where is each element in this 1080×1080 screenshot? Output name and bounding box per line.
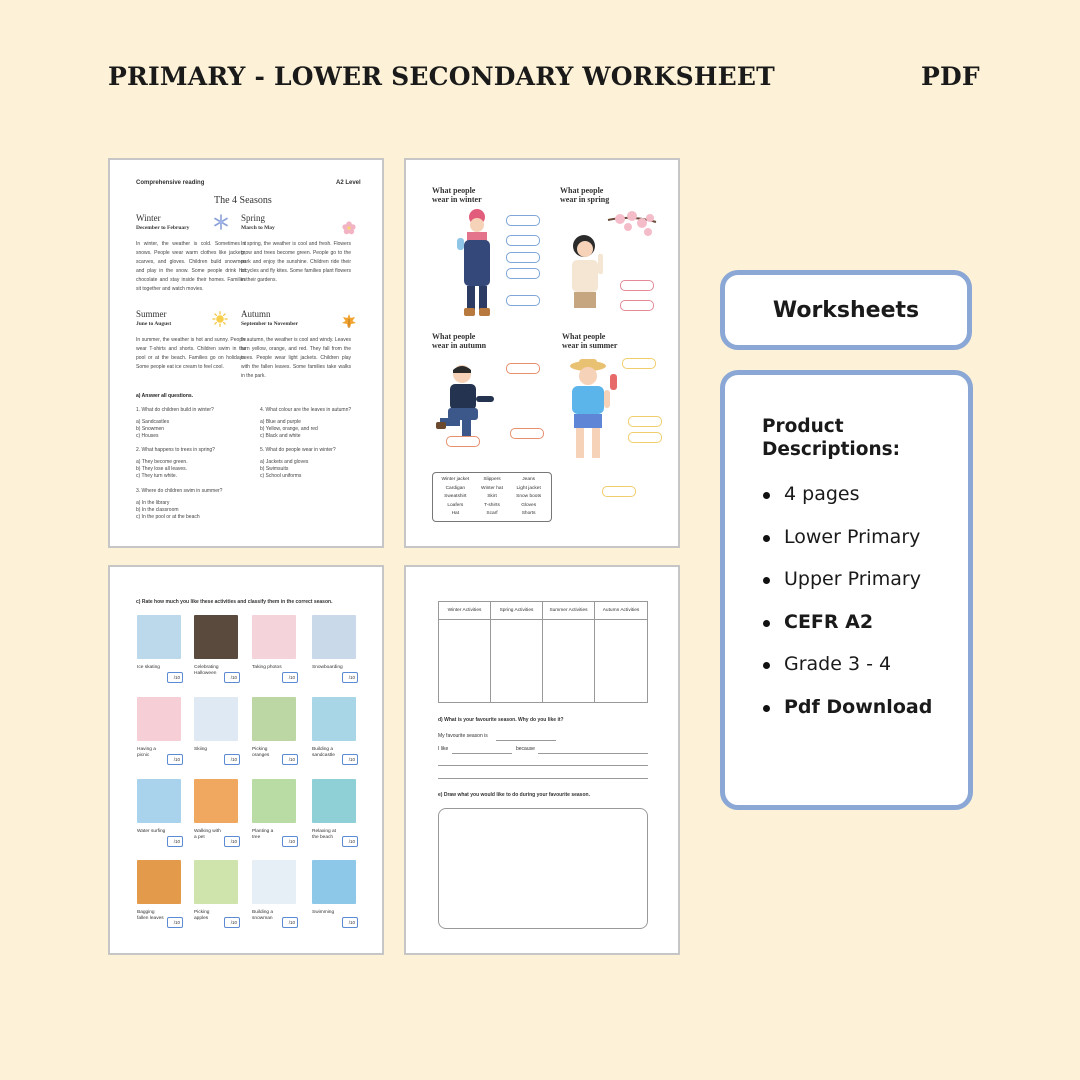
product-descriptions-card	[720, 370, 973, 810]
level-label: A2 Level	[336, 180, 361, 186]
activity-tile	[137, 697, 183, 767]
activity-label: Skiing	[194, 747, 208, 752]
answer-box[interactable]	[506, 252, 540, 263]
answer-box[interactable]	[510, 428, 544, 439]
rating-box[interactable]: /10	[282, 917, 298, 928]
season-months: March to May	[241, 225, 275, 231]
activity-illustration	[312, 779, 356, 823]
description-text: Grade 3 - 4	[784, 653, 892, 675]
answer-option: a) Jackets and gloves	[260, 459, 309, 465]
word-bank-item: Slippers	[483, 477, 501, 482]
season-text: In autumn, the weather is cool and windy. Leaves turn yellow, orange, and red. They fall from the trees. People wear light jackets. Children play with the fallen leaves. Some families take walks in the park.	[241, 337, 351, 379]
wear-title-spring: What people wear in spring	[560, 186, 610, 204]
table-header: Autumn Activities	[595, 602, 647, 620]
season-text: In winter, the weather is cold. Sometimes it snows. People wear warm clothes like jackets, scarves, and gloves. Children build snowmen and play in the snow. Some people drink hot chocolate and stay inside their homes. Families sit together and watch movies.	[136, 241, 246, 292]
answer-box[interactable]	[628, 416, 662, 427]
flower-icon	[342, 221, 356, 235]
rating-box[interactable]: /10	[167, 754, 183, 765]
rating-box[interactable]: /10	[167, 836, 183, 847]
answer-option: c) In the pool or at the beach	[136, 514, 200, 520]
description-text: CEFR A2	[784, 610, 874, 633]
activity-illustration	[252, 615, 296, 659]
season-months: September to November	[241, 321, 299, 327]
section-a-heading: a) Answer all questions.	[136, 393, 194, 399]
activities-instruction: c) Rate how much you like these activities and classify them in the correct season.	[136, 599, 333, 605]
description-item	[763, 611, 932, 654]
season-text: In spring, the weather is cool and fresh. Flowers grow and trees become green. People go to the park and enjoy the sunshine. Children ride their bicycles and fly kites. Some families plant flowers in their gardens.	[241, 241, 351, 283]
description-item	[763, 653, 932, 696]
bullet-icon	[763, 620, 770, 627]
activity-label: Water surfing	[137, 829, 166, 834]
description-item	[763, 483, 932, 526]
question-text: 4. What colour are the leaves in autumn?	[260, 407, 352, 413]
activity-tile	[137, 779, 183, 849]
activity-label: Building a snowman	[252, 910, 274, 921]
table-header: Winter Activities	[439, 602, 491, 620]
word-bank-item: Sweatshirt	[444, 494, 467, 499]
activity-tile	[252, 697, 298, 767]
rating-box[interactable]: /10	[342, 917, 358, 928]
write-line[interactable]	[438, 778, 648, 779]
activity-tile	[194, 615, 240, 685]
activity-illustration	[312, 697, 356, 741]
word-bank-item: Winter jacket	[441, 477, 470, 482]
description-item	[763, 696, 932, 739]
winter-person-illustration	[452, 208, 502, 320]
favourite-season-prompt: My favourite season is	[438, 733, 488, 739]
activity-label: Having a picnic	[137, 747, 156, 758]
wear-title-summer: What people wear in summer	[562, 332, 618, 350]
answer-option: b) Yellow, orange, and red	[260, 426, 318, 432]
rating-box[interactable]: /10	[342, 754, 358, 765]
activity-tile	[137, 615, 183, 685]
season-name: Summer	[136, 309, 167, 319]
question-2	[136, 447, 256, 480]
answer-option: a) In the library	[136, 500, 170, 506]
activity-label: Celebrating Halloween	[194, 665, 219, 676]
table-header: Spring Activities	[491, 602, 543, 620]
bullet-icon	[763, 662, 770, 669]
answer-box[interactable]	[622, 358, 656, 369]
bullet-icon	[763, 577, 770, 584]
answer-option: c) School uniforms	[260, 473, 302, 479]
question-3	[136, 488, 256, 521]
table-cell[interactable]	[491, 620, 543, 702]
activity-label: Bagging fallen leaves	[137, 910, 164, 921]
answer-box[interactable]	[620, 280, 654, 291]
season-activities-table	[438, 601, 648, 703]
descriptions-title: Product Descriptions:	[762, 416, 901, 460]
word-bank-item: Hat	[451, 511, 460, 516]
activity-tile	[194, 779, 240, 849]
answer-option: a) They become green.	[136, 459, 188, 465]
season-months: December to February	[136, 225, 190, 231]
drawing-box[interactable]	[438, 808, 648, 929]
rating-box[interactable]: /10	[224, 836, 240, 847]
question-text: 3. Where do children swim in summer?	[136, 488, 223, 494]
activity-tile	[312, 860, 358, 930]
section-d-heading: d) What is your favourite season. Why do you like it?	[438, 717, 564, 723]
because-prompt: because	[516, 746, 535, 752]
answer-box[interactable]	[506, 215, 540, 226]
answer-option: a) Sandcastles	[136, 419, 170, 425]
description-text: 4 pages	[784, 483, 860, 505]
answer-option: b) They lose all leaves.	[136, 466, 188, 472]
word-bank-item: Gloves	[521, 502, 537, 508]
descriptions-list	[763, 483, 932, 738]
answer-option: c) They turn white.	[136, 473, 178, 479]
word-bank-item: Scarf	[486, 511, 498, 516]
activity-tile	[194, 860, 240, 930]
table-cell[interactable]	[595, 620, 647, 702]
word-bank-item: Skirt	[487, 494, 497, 499]
word-bank-item: Winter hat	[481, 485, 503, 491]
season-name: Autumn	[241, 309, 271, 319]
activity-tile	[252, 779, 298, 849]
description-text: Pdf Download	[784, 695, 933, 718]
worksheet-preview-reading	[108, 158, 384, 548]
table-cell[interactable]	[439, 620, 491, 702]
season-name: Winter	[136, 213, 161, 223]
wear-title-winter: What people wear in winter	[432, 186, 482, 204]
write-line[interactable]	[438, 765, 648, 766]
activity-label: Swimming	[312, 910, 335, 915]
activity-tile	[312, 615, 358, 685]
answer-box[interactable]	[628, 432, 662, 443]
word-bank	[432, 472, 552, 522]
worksheet-preview-clothes	[404, 158, 680, 548]
word-bank-item: Cardigan	[445, 485, 466, 491]
activity-illustration	[194, 860, 238, 904]
rating-box[interactable]: /10	[224, 917, 240, 928]
rating-box[interactable]: /10	[224, 754, 240, 765]
leaf-icon	[341, 313, 357, 329]
description-text: Lower Primary	[784, 525, 921, 548]
rating-box[interactable]: /10	[282, 672, 298, 683]
activity-label: Relaxing at the beach	[312, 829, 336, 840]
activity-label: Planting a tree	[252, 829, 274, 840]
rating-box[interactable]: /10	[167, 672, 183, 683]
page-title: PRIMARY - LOWER SECONDARY WORKSHEET	[108, 62, 775, 91]
bullet-icon	[763, 705, 770, 712]
answer-box[interactable]	[506, 235, 540, 246]
answer-option: c) Black and white	[260, 433, 301, 439]
format-label: PDF	[921, 62, 980, 91]
word-bank-item: Loafers	[447, 502, 464, 508]
question-4	[260, 407, 380, 440]
write-line[interactable]	[538, 753, 648, 754]
season-text: In summer, the weather is hot and sunny. People wear T-shirts and shorts. Children swim in the pool or at the beach. Families go on holidays. Some people eat ice cream to feel cool.	[136, 337, 246, 370]
rating-box[interactable]: /10	[342, 672, 358, 683]
activity-label: Picking oranges	[252, 747, 270, 758]
answer-box[interactable]	[506, 268, 540, 279]
write-line[interactable]	[496, 740, 556, 741]
reading-label: Comprehensive reading	[136, 180, 205, 186]
table-cell[interactable]	[543, 620, 595, 702]
word-bank-item: Snow boots	[516, 494, 542, 499]
activity-illustration	[312, 860, 356, 904]
description-item	[763, 568, 932, 611]
reading-title: The 4 Seasons	[214, 195, 272, 206]
worksheets-card	[720, 270, 972, 350]
answer-option: b) Swimsuits	[260, 466, 289, 472]
answer-box[interactable]	[506, 295, 540, 306]
activity-illustration	[194, 779, 238, 823]
wear-title-autumn: What people wear in autumn	[432, 332, 487, 350]
activity-illustration	[252, 697, 296, 741]
activity-tile	[312, 697, 358, 767]
rating-box[interactable]: /10	[282, 836, 298, 847]
answer-box[interactable]	[446, 436, 480, 447]
snowflake-icon	[213, 214, 229, 230]
activity-illustration	[312, 615, 356, 659]
season-name: Spring	[241, 213, 266, 223]
rating-box[interactable]: /10	[224, 672, 240, 683]
activity-illustration	[252, 779, 296, 823]
activity-label: Snowboarding	[312, 665, 343, 670]
activity-label: Building a sandcastle	[312, 747, 335, 758]
worksheet-preview-writing	[404, 565, 680, 955]
activity-tile	[137, 860, 183, 930]
table-header: Summer Activities	[543, 602, 595, 620]
answer-option: b) Snowmen	[136, 426, 165, 432]
activity-label: Walking with a pet	[194, 829, 221, 840]
activity-label: Taking photos	[252, 665, 282, 670]
worksheet-preview-activities	[108, 565, 384, 955]
word-bank-item: Light jacket	[516, 485, 541, 491]
answer-option: b) In the classroom	[136, 507, 179, 513]
question-5	[260, 447, 380, 480]
write-line[interactable]	[452, 753, 512, 754]
answer-box[interactable]	[602, 486, 636, 497]
activity-illustration	[137, 779, 181, 823]
word-bank-item: T-shirts	[484, 502, 500, 508]
answer-box[interactable]	[620, 300, 654, 311]
sun-icon	[212, 311, 228, 327]
activity-tile	[312, 779, 358, 849]
answer-option: a) Blue and purple	[260, 419, 301, 425]
word-bank-item: Shorts	[521, 511, 536, 516]
summer-person-illustration	[560, 356, 630, 476]
answer-option: c) Houses	[136, 433, 159, 439]
rating-box[interactable]: /10	[167, 917, 183, 928]
worksheets-label: Worksheets	[772, 297, 920, 323]
rating-box[interactable]: /10	[342, 836, 358, 847]
activity-tile	[194, 697, 240, 767]
activity-illustration	[252, 860, 296, 904]
question-1	[136, 407, 256, 440]
answer-box[interactable]	[506, 363, 540, 374]
description-item	[763, 526, 932, 569]
question-text: 1. What do children build in winter?	[136, 407, 214, 413]
like-prompt: I like	[438, 746, 449, 752]
activity-label: Picking apples	[194, 910, 210, 921]
activity-illustration	[194, 697, 238, 741]
section-e-heading: e) Draw what you would like to do during your favourite season.	[438, 792, 590, 798]
bullet-icon	[763, 535, 770, 542]
description-text: Upper Primary	[784, 568, 921, 590]
question-text: 5. What do people wear in winter?	[260, 447, 336, 453]
activity-illustration	[194, 615, 238, 659]
activity-tile	[252, 615, 298, 685]
rating-box[interactable]: /10	[282, 754, 298, 765]
activity-label: Ice skating	[137, 665, 160, 670]
word-bank-item: Jeans	[522, 477, 536, 482]
bullet-icon	[763, 492, 770, 499]
question-text: 2. What happens to trees in spring?	[136, 447, 215, 453]
activity-illustration	[137, 615, 181, 659]
activity-illustration	[137, 860, 181, 904]
activity-tile	[252, 860, 298, 930]
season-months: June to August	[136, 321, 172, 327]
activity-illustration	[137, 697, 181, 741]
